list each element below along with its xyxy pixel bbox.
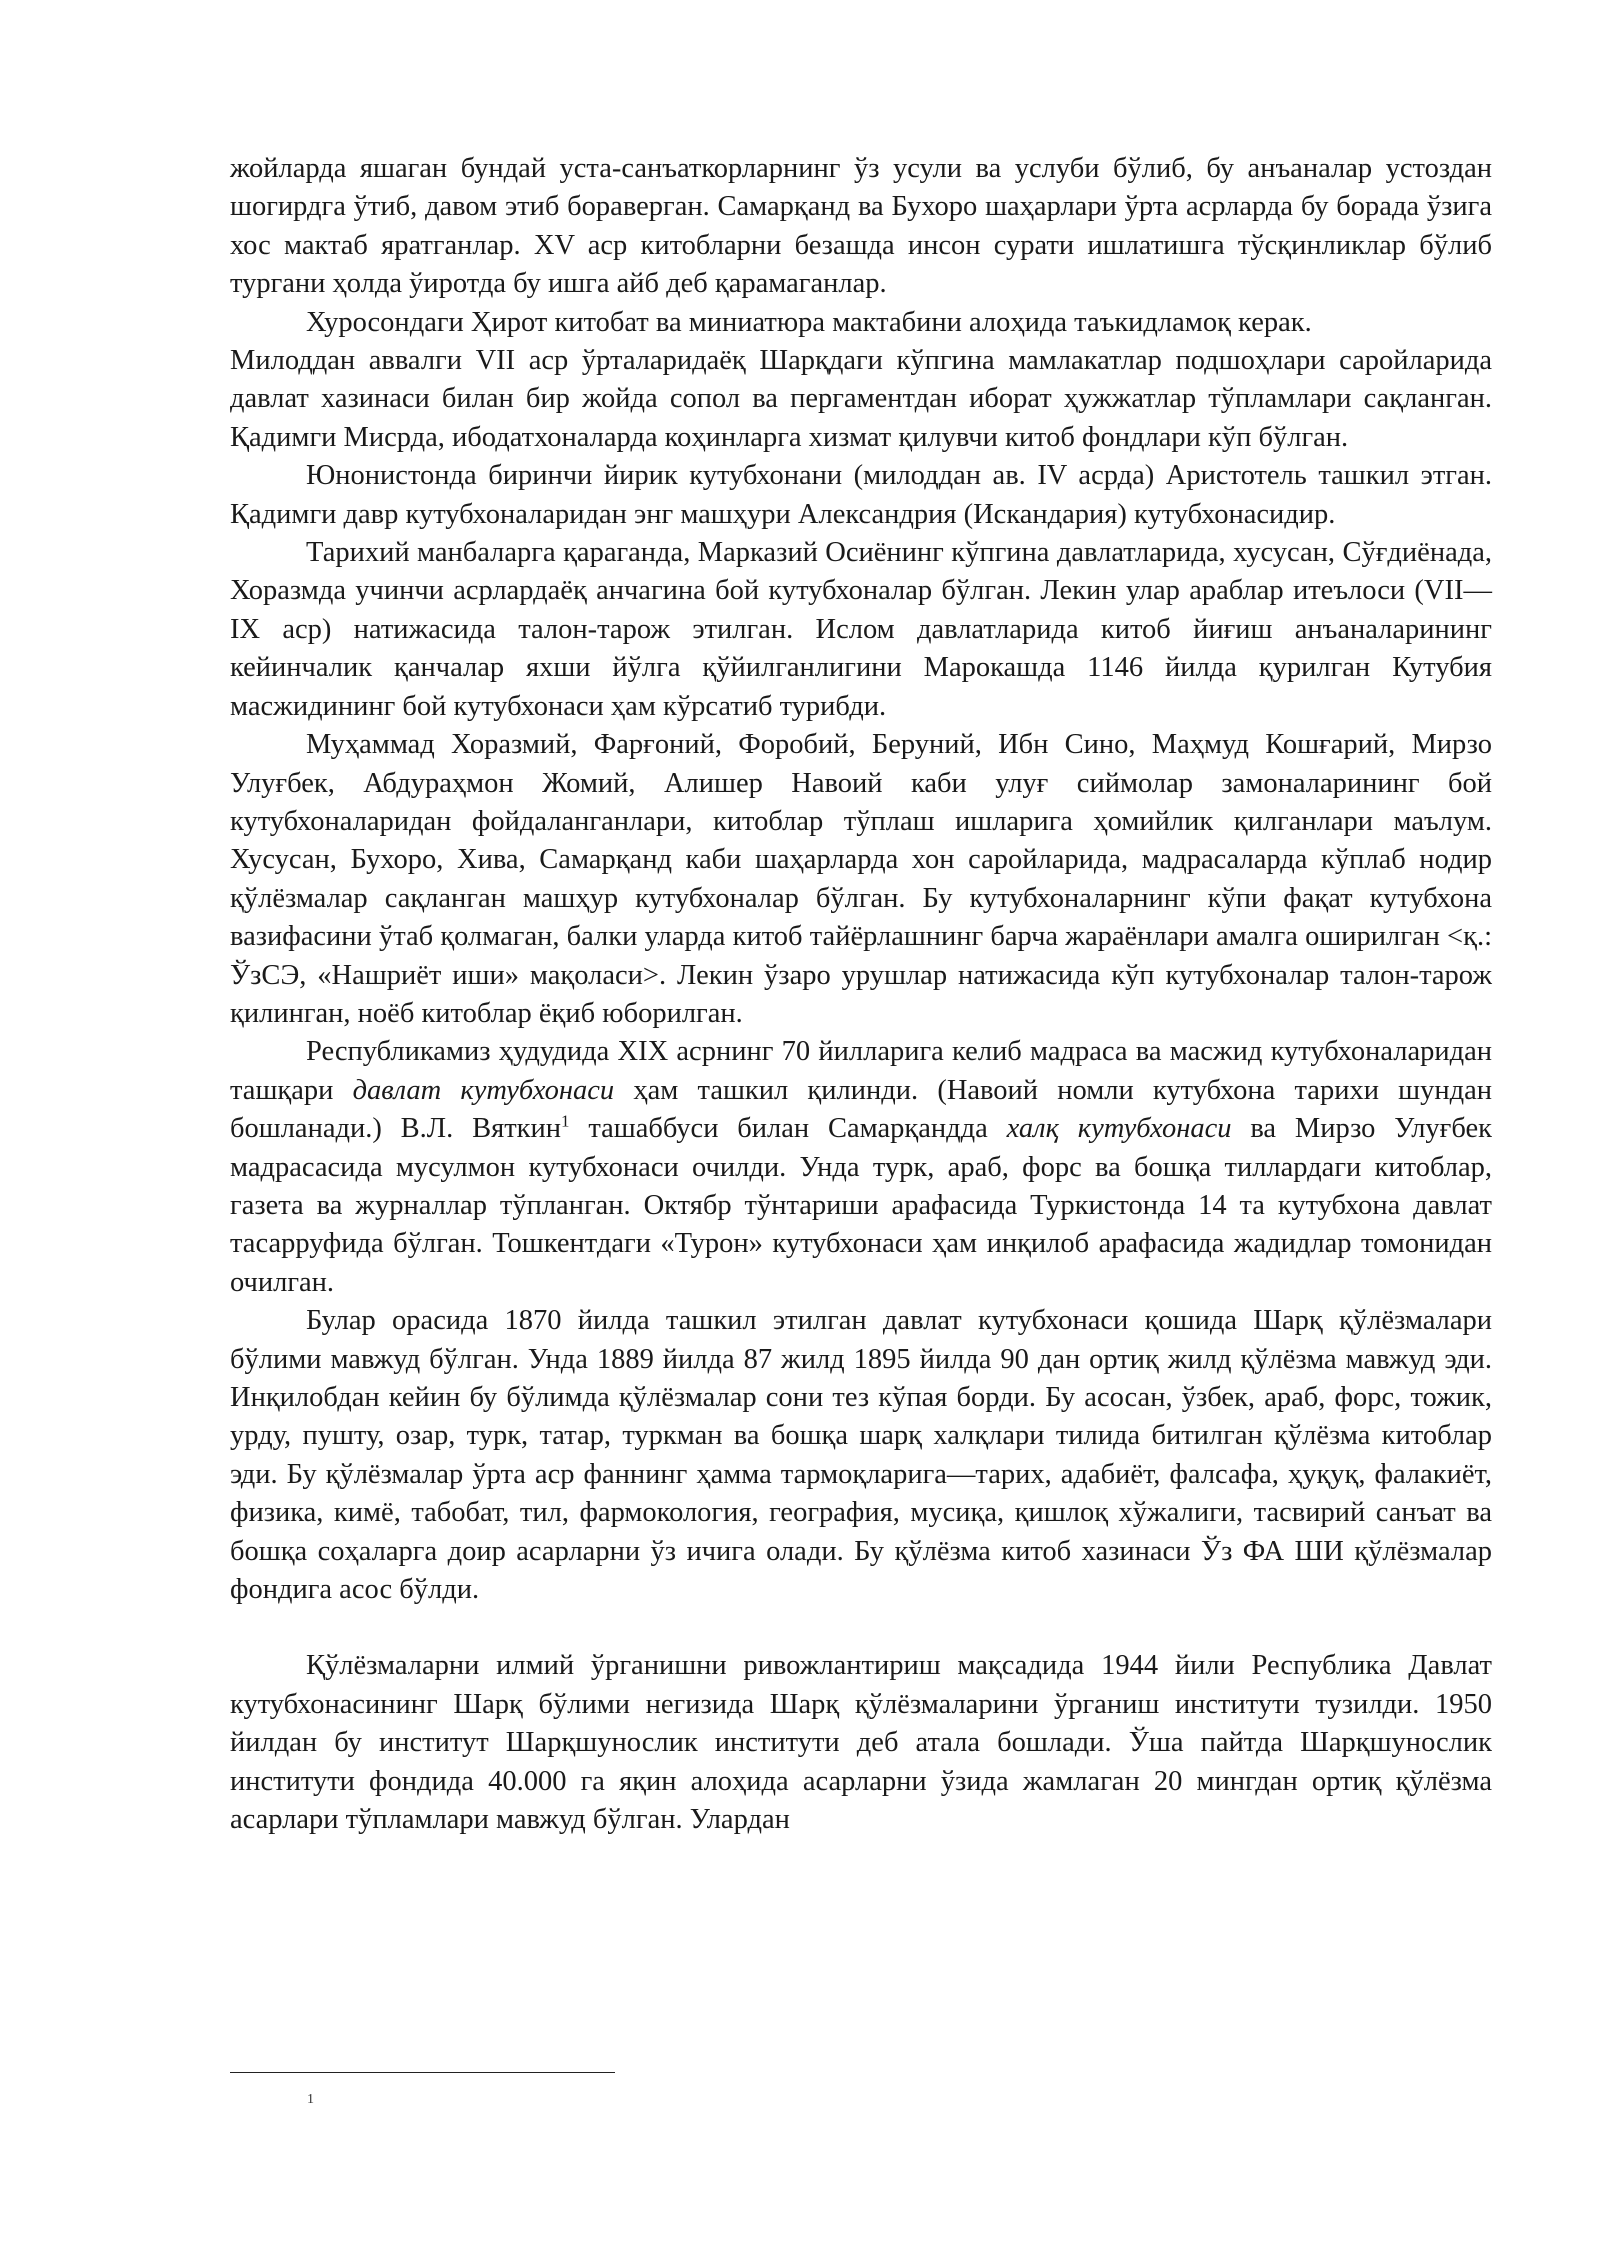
- paragraph-7: [230, 1033, 1492, 1302]
- footnote-separator: [230, 2072, 615, 2073]
- paragraph-7-part-4: ва Мирзо Улуғбек мадрасасида мусулмон кутубхонаси очилди. Унда турк, араб, форс ва бошқа тиллардаги китоблар, газета ва журналлар тўпланган. Октябр тўнтариши арафасида Туркистонда 14 та кутубхона давлат тасарруфида бўлган. Тошкентдаги «Турон» кутубхонаси ҳам инқилоб арафасида жадидлар томонидан очилган.: [230, 1113, 1492, 1298]
- paragraph-7-part-3: ташаббуси билан Самарқандда: [569, 1113, 1007, 1145]
- paragraph-3: Милоддан аввалги VII аср ўрталаридаёқ Шарқдаги кўпгина мамлакатлар подшоҳлари саройларида давлат хазинаси билан бир жойда сопол ва пергаментдан иборат ҳужжатлар тўпламлари сақланган. Қадимги Мисрда, ибодатхоналарда коҳинларга хизмат қилувчи китоб фондлари кўп бўлган.: [230, 345, 1492, 453]
- footnote-reference[interactable]: 1: [561, 1111, 570, 1131]
- paragraph-4: Юнонистонда биринчи йирик кутубхонани (милоддан ав. IV асрда) Аристотель ташкил этган. Қадимги давр кутубхоналаридан энг машҳури Александрия (Искандария) кутубхонасидир.: [230, 460, 1492, 530]
- emphasis-public-library: халқ кутубхонаси: [1006, 1113, 1232, 1145]
- paragraph-1: жойларда яшаган бундай уста-санъаткорларнинг ўз усули ва услуби бўлиб, бу анъаналар устоздан шогирдга ўтиб, давом этиб бораверган. Самарқанд ва Бухоро шаҳарлари ўрта асрларда бу борада ўзига хос мактаб яратганлар. XV аср китобларни безашда инсон сурати ишлатишга тўсқинликлар бўлиб тургани ҳолда ўиротда бу ишга айб деб қарамаганлар.: [230, 153, 1492, 300]
- paragraph-2: Хуросондаги Ҳирот китобат ва миниатюра мактабини алоҳида таъкидламоқ керак.: [306, 306, 1312, 338]
- emphasis-state-library: давлат кутубхонаси: [352, 1074, 615, 1106]
- body-text: [230, 150, 1492, 1839]
- paragraph-9: Қўлёзмаларни илмий ўрганишни ривожлантириш мақсадида 1944 йили Республика Давлат кутубхонасининг Шарқ бўлими негизида Шарқ қўлёзмаларини ўрганиш институти тузилди. 1950 йилдан бу институт Шарқшунослик институти деб атала бошлади. Ўша пайтда Шарқшунослик институти фондида 40.000 га яқин алоҳида асарларни ўзида жамлаган 20 мингдан ортиқ қўлёзма асарлари тўпламлари мавжуд бўлган. Улардан: [230, 1650, 1492, 1836]
- paragraph-7-part-1: Республикамиз ҳудудида XIX асрнинг 70 йилларига келиб мадраса ва масжид кутубхоналаридан ташқари: [230, 1036, 1492, 1106]
- footnote-mark: 1: [307, 2092, 314, 2107]
- paragraph-7-part-2: ҳам ташкил қилинди. (Навоий номли кутубхона тарихи шундан бошланади.) В.Л. Вяткин: [230, 1074, 1492, 1145]
- paragraph-8: Булар орасида 1870 йилда ташкил этилган давлат кутубхонаси қошида Шарқ қўлёзмалари бўлими мавжуд бўлган. Унда 1889 йилда 87 жилд 1895 йилда 90 дан ортиқ жилд қўлёзма мавжуд эди. Инқилобдан кейин бу бўлимда қўлёзмалар сони тез кўпая борди. Бу асосан, ўзбек, араб, форс, тожик, урду, пушту, озар, турк, татар, туркман ва бошқа шарқ халқлари тилида битилган қўлёзма китоблар эди. Бу қўлёзмалар ўрта аср фаннинг ҳамма тармоқларига—тарих, адабиёт, фалсафа, ҳуқуқ, фалакиёт, физика, кимё, табобат, тил, фармокология, география, мусиқа, қишлоқ хўжалиги, тасвирий санъат ва бошқа соҳаларга доир асарларни ўз ичига олади. Бу қўлёзма китоб хазинаси Ўз ФА ШИ қўлёзмалар фондига асос бўлди.: [230, 1305, 1492, 1606]
- paragraph-5: Тарихий манбаларга қараганда, Марказий Осиёнинг кўпгина давлатларида, хусусан, Сўғдиёнада, Хоразмда учинчи асрлардаёқ анчагина бой кутубхоналар бўлган. Лекин улар араблар итеълоси (VII—IX аср) натижасида талон-тарож этилган. Ислом давлатларида китоб йиғиш анъаналарининг кейинчалик қанчалар яхши йўлга қўйилганлигини Марокашда 1146 йилда қурилган Кутубия масжидининг бой кутубхонаси ҳам кўрсатиб турибди.: [230, 537, 1492, 722]
- paragraph-6: Муҳаммад Хоразмий, Фарғоний, Форобий, Беруний, Ибн Сино, Маҳмуд Кошғарий, Мирзо Улуғбек, Абдураҳмон Жомий, Алишер Навоий каби улуғ сиймолар замоналарининг бой кутубхоналаридан фойдаланганлари, китоблар тўплаш ишларига ҳомийлик қилганлари маълум. Хусусан, Бухоро, Хива, Самарқанд каби шаҳарларда хон саройларида, мадрасаларда кўплаб нодир қўлёзмалар сақланган машҳур кутубхоналар бўлган. Бу кутубхоналарнинг кўпи фақат кутубхона вазифасини ўтаб қолмаган, балки уларда китоб тайёрлашнинг барча жараёнлари амалга оширилган <қ.: ЎзСЭ, «Нашриёт иши» мақоласи>. Лекин ўзаро урушлар натижасида кўп кутубхоналар талон-тарож қилинган, ноёб китоблар ёқиб юборилган.: [230, 729, 1492, 1029]
